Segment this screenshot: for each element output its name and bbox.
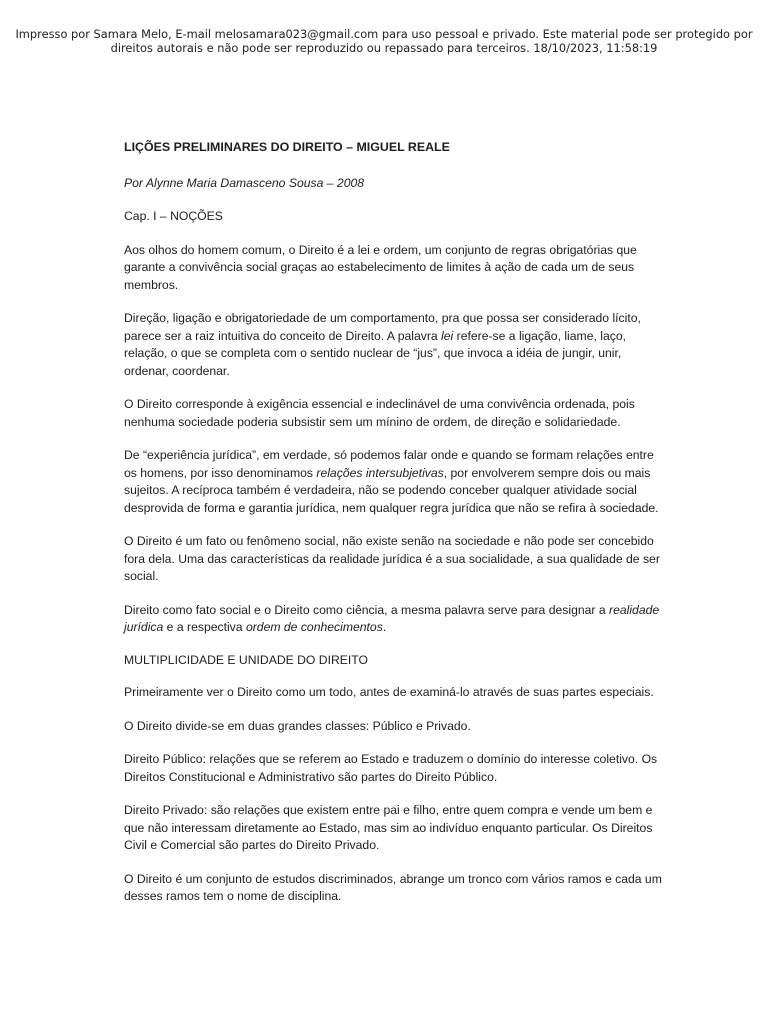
document-author: Por Alynne Maria Damasceno Sousa – 2008	[124, 175, 365, 190]
paragraph-6-emphasis-2: ordem de conhecimentos	[245, 620, 383, 634]
paragraph-11: O Direito é um conjunto de estudos discriminados, abrange um tronco com vários ramos e cada um desses ramos tem o nome de disciplina.	[124, 871, 662, 903]
paragraph-6	[124, 602, 664, 637]
paragraph-2	[124, 310, 664, 380]
paragraph-4-emphasis: relações intersubjetivas	[316, 465, 444, 480]
section-heading: MULTIPLICIDADE E UNIDADE DO DIREITO	[124, 652, 369, 667]
paragraph-2-text-b: refere-se a ligação, liame, laço, relação, o que se completa com o sentido nuclear de “jus”, que invoca a idéia de jungir, unir, ordenar, coordenar.	[124, 328, 626, 378]
paragraph-6-text-b: e a respectiva	[163, 620, 246, 634]
paragraph-6-text-a: Direito como fato social e o Direito como ciência, a mesma palavra serve para designar a	[124, 602, 610, 617]
watermark-line-2: direitos autorais e não pode ser reproduzido ou repassado para terceiros. 18/10/2023, 11:58:19	[110, 41, 658, 55]
paragraph-5: O Direito é um fato ou fenômeno social, não existe senão na sociedade e não pode ser concebido fora dela. Uma das características da realidade jurídica é a sua socialidade, a sua qualidade de ser social.	[124, 534, 660, 583]
paragraph-10: Direito Privado: são relações que existem entre pai e filho, entre quem compra e vende um bem e que não interessam diretamente ao Estado, mas sim ao indivíduo enquanto particular. Os Direitos Civil e Comercial são partes do Direito Privado.	[124, 803, 653, 852]
paragraph-2-text-a: Direção, ligação e obrigatoriedade de um comportamento, pra que possa ser considerado lícito, parece ser a raiz intuitiva do conceito de Direito. A palavra	[124, 311, 641, 343]
document-body	[124, 139, 664, 922]
paragraph-2-emphasis: lei	[441, 328, 454, 343]
paragraph-8: O Direito divide-se em duas grandes classes: Público e Privado.	[124, 718, 471, 733]
paragraph-7: Primeiramente ver o Direito como um todo, antes de examiná-lo através de suas partes especiais.	[124, 685, 654, 699]
print-watermark	[0, 27, 768, 55]
paragraph-9: Direito Público: relações que se referem ao Estado e traduzem o domínio do interesse coletivo. Os Direitos Constitucional e Administrativo são partes do Direito Público.	[124, 752, 658, 784]
paragraph-4-text-a: De “experiência jurídica”, em verdade, só podemos falar onde e quando se formam relações entre os homens, por isso denominamos	[124, 448, 654, 480]
paragraph-1: Aos olhos do homem comum, o Direito é a lei e ordem, um conjunto de regras obrigatórias que garante a convivência social graças ao estabelecimento de limites à ação de cada um de seus membros.	[124, 242, 637, 292]
document-title: LIÇÕES PRELIMINARES DO DIREITO – MIGUEL REALE	[124, 140, 450, 154]
paragraph-6-text-c: .	[382, 620, 387, 634]
chapter-heading: Cap. I – NOÇÕES	[124, 209, 223, 223]
paragraph-6-emphasis-1: realidade jurídica	[124, 602, 660, 634]
paragraph-4	[124, 447, 664, 517]
paragraph-3: O Direito corresponde à exigência essencial e indeclinável de uma convivência ordenada, pois nenhuma sociedade poderia subsistir sem um mínino de ordem, de direção e solidariedade.	[124, 397, 635, 429]
paragraph-4-text-b: , por envolverem sempre dois ou mais sujeitos. A recíproca também é verdadeira, não se podendo conceber qualquer atividade social desprovida de forma e garantia jurídica, nem qualquer regra jurídica que não se refira à sociedade.	[124, 465, 659, 515]
watermark-line-1: Impresso por Samara Melo, E-mail melosamara023@gmail.com para uso pessoal e privado. Este material pode ser protegido por	[15, 27, 753, 41]
